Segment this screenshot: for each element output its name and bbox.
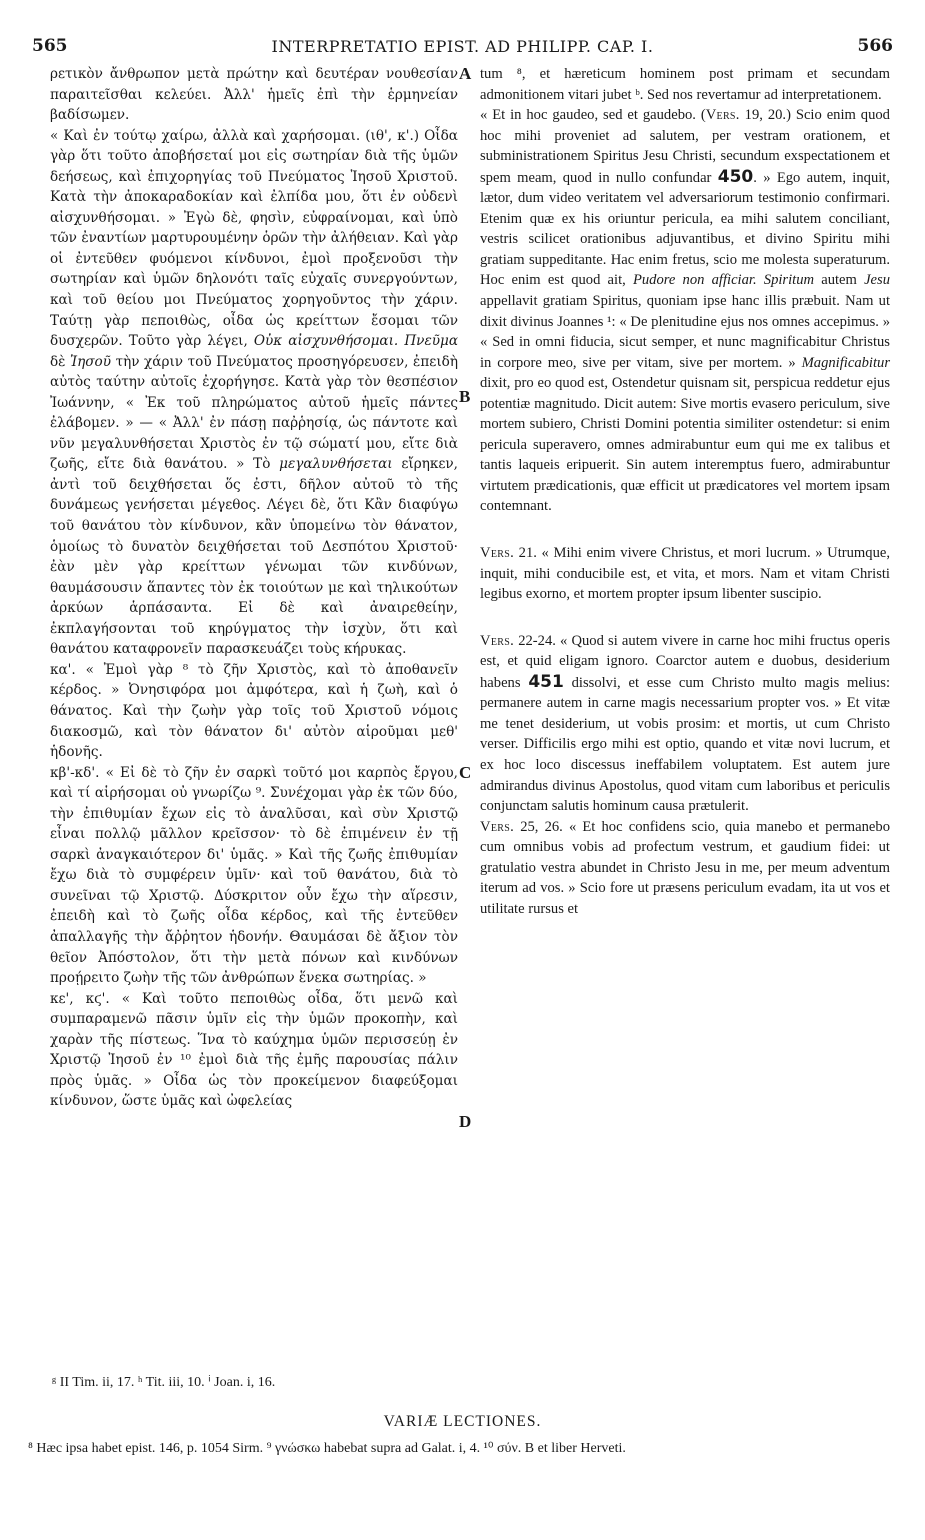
margin-letter-c: C [459,763,472,782]
footnotes: ᵍ II Tim. ii, 17. ʰ Tit. iii, 10. ⁱ Joan. i, 16. [52,1375,276,1390]
margin-letter-d: D [459,1112,472,1131]
latin-paragraph: Vers. 25, 26. « Et hoc confidens scio, quia manebo et permanebo cum omnibus vobis ad profectum vestrum, et gaudium fidei: ut gratulatio vestra abundet in Christo Jesu in me, per meum adventum iterum ad vos. » Scio fore ut præsens periculum evadam, ita ut vos et utilitate rursus et [480,818,891,917]
greek-paragraph: ρετικὸν ἄνθρωπον μετὰ πρώτην καὶ δευτέραν νουθεσίαν παραιτεῖσθαι κελεύει. Ἀλλ' ἡμεῖς ἐπὶ τὴν ἑρμηνείαν βαδίσωμεν. [50,66,458,124]
running-header [32,36,893,58]
margin-letter-b: B [459,387,471,406]
greek-paragraph: κε', κϛ'. « Καὶ τοῦτο πεποιθὼς οἶδα, ὅτι μενῶ καὶ συμπαραμενῶ πᾶσιν ὑμῖν εἰς τὴν ὑμῶν προκοπὴν, καὶ χαρὰν τῆς πίστεως. Ἵνα τὸ καύχημα ὑμῶν περισσεύῃ ἐν Χριστῷ Ἰησοῦ ἐν ¹⁰ ἐμοὶ διὰ τῆς ἐμῆς παρουσίας πάλιν πρὸς ὑμᾶς. » Οἶδα ὡς τὸν προκείμενον διαφεύξομαι κίνδυνον, ὥστε ὑμᾶς καὶ ὠφελείας [50,990,458,1110]
greek-paragraph: κβ'-κδ'. « Εἰ δὲ τὸ ζῆν ἐν σαρκὶ τοῦτό μοι καρπὸς ἔργου, καὶ τί αἱρήσομαι οὐ γνωρίζω ⁹. Συνέχομαι γὰρ ἐκ τῶν δύο, τὴν ἐπιθυμίαν ἔχων εἰς τὸ ἀναλῦσαι, καὶ σὺν Χριστῷ εἶναι πολλῷ μᾶλλον κρεῖσσον· τὸ δὲ ἐπιμένειν ἐν τῇ σαρκὶ ἀναγκαιότερον δι' ὑμᾶς. » Καὶ τῆς ζωῆς ἐπιθυμίαν ἔχω διὰ τὸ συμφέρειν ὑμῖν· καὶ τοῦ θανάτου, διὰ τὸ συνεῖναι τῷ Χριστῷ. Δύσκριτον οὖν ἔχω τὴν αἵρεσιν, ἐπειδὴ καὶ τὸ ζωῆς οἶδα κέρδος, καὶ τῆς ἐντεῦθεν ἀπαλλαγῆς τὴν ἄῤῥητον ἡδονήν. Θαυμάσαι δὲ ἄξιον τὸν θεῖον Ἀπόστολον, ὅτι τὴν μετὰ πόνων καὶ κινδύνων προῄρειτο ζωὴν τῆς τῶν ἀνθρώπων ἕνεκα σωτηρίας. » [50,764,458,987]
variae-lectiones-text: ⁸ Hæc ipsa habet epist. 146, p. 1054 Sirm. ⁹ γνώσκω habebat supra ad Galat. i, 4. ¹⁰ σύν. B et liber Herveti. [28,1441,626,1456]
column-number-451: 451 [528,671,564,692]
page-number-left: 565 [32,36,68,56]
running-title: INTERPRETATIO EPIST. AD PHILIPP. CAP. I. [271,37,654,56]
latin-paragraph: Vers. 21. « Mihi enim vivere Christus, et mori lucrum. » Utrumque, inquit, mihi conducibile est, et vita, et mors. Nam et vitam Christi legibus exorno, et mortem propter ipsum libenter suscipio. [480,545,890,603]
greek-paragraph: κα'. « Ἐμοὶ γὰρ ⁸ τὸ ζῆν Χριστὸς, καὶ τὸ ἀποθανεῖν κέρδος. » Ὀνησιφόρα μοι ἀμφότερα, καὶ ἡ ζωὴ, καὶ ὁ θάνατος. Καὶ τὴν ζωὴν γὰρ τοῖς τοῦ Χριστοῦ νόμοις διακοσμῶ, καὶ τὸν θάνατον δι' αὐτὸν αἱροῦμαι μεθ' ἡδονῆς. [50,661,458,761]
greek-column [50,64,458,1112]
greek-paragraph: « Καὶ ἐν τούτῳ χαίρω, ἀλλὰ καὶ χαρήσομαι. (ιθ', κ'.) Οἶδα γὰρ ὅτι τοῦτο ἀποβήσεταί μοι εἰς σωτηρίαν διὰ τῆς ὑμῶν δεήσεως, καὶ ἐπιχορηγίας τοῦ Πνεύματος Ἰησοῦ Χριστοῦ. Κατὰ τὴν ἀποκαραδοκίαν καὶ ἐλπίδα μου, ὅτι ἐν οὐδενὶ αἰσχυνθήσομαι. » Ἐγὼ δὲ, φησὶν, εὐφραίνομαι, καὶ ὑπὸ τῶν ἐναντίων μαρτυρουμένην ὁρῶν τὴν ἀλήθειαν. Καὶ γὰρ οἱ ἐντεῦθεν φυόμενοι κίνδυνοι, ἐμοὶ προξενοῦσι τὴν σωτηρίαν καὶ ὑμῶν δηλονότι ταῖς εὐχαῖς συνεργούντων, καὶ τοῦ θείου μοι Πνεύματος χορηγοῦντος τὴν χάριν. Ταύτῃ γὰρ πεποιθὼς, οἶδα ὡς κρείττων ἔσομαι τῶν δυσχερῶν. Τοῦτο γὰρ λέγει, Οὐκ αἰσχυνθήσομαι. Πνεῦμα δὲ Ἰησοῦ τὴν χάριν τοῦ Πνεύματος προσηγόρευσεν, ἐπειδὴ αὐτὸς ταύτην αὐτοῖς ἐχορήγησε. Κατὰ γὰρ τὸν θεσπέσιον Ἰωάννην, « Ἐκ τοῦ πληρώματος αὐτοῦ ἡμεῖς πάντες ἐλάβομεν. » — « Ἀλλ' ἐν πάσῃ παῤῥησίᾳ, ὡς πάντοτε καὶ νῦν μεγαλυνθήσεται Χριστὸς ἐν τῷ σώματί μου, εἴτε διὰ ζωῆς, εἴτε διὰ θανάτου. » Τὸ μεγαλυνθήσεται εἴρηκεν, ἀντὶ τοῦ δειχθήσεται ὅς ἐστι, δῆλον αὐτοῦ τὸ τῆς δυνάμεως γενήσεται μέγεθος. Λέγει δὲ, ὅτι Κἂν διαφύγω τοῦ θανάτου τὸν κίνδυνον, κἂν ὑπομείνω τὸν θάνατον, ὁμοίως τὸ δυνατὸν δειχθήσεται τοῦ Δεσπότου Χριστοῦ· ἐὰν μὲν γὰρ κρείττων γένωμαι τῶν κινδύνων, θαυμάσουσιν ἅπαντες τὸν ἐκ τοιούτων με καὶ τηλικούτων ἀρκύων ἁρπάσαντα. Εἰ δὲ καὶ ἀναιρεθείην, ἐκπλαγήσονται τοῦ κηρύγματος τὴν ἰσχὺν, ὅτι καὶ θανάτου καταφρονεῖν παρασκευάζει τοὺς κήρυκας. [50,127,459,658]
variae-lectiones-title: VARIÆ LECTIONES. [383,1413,542,1430]
column-number-450: 450 [717,166,754,187]
latin-paragraph: Vers. 22-24. « Quod si autem vivere in carne hoc mihi fructus operis est, et quid eligam ignoro. Coarctor autem e duobus, desiderium habens 451 dissolvi, et esse cum Christo multo magis melius: permanere autem in carne magis necessarium propter vos. » Et vitæ me tenet desiderium, ut vobis prosim: et mortis, ut cum Christo verser. Difficilis ergo mihi est optio, quando et vitæ novi lucrum, et ex hoc loco discessus ineffabilem voluptatem. Est autem jure admirandus divinus Apostolus, quod vitam cum laboribus et periculis conjunctam salutis hominum causa prætulerit. [480,632,891,815]
latin-paragraph: tum ⁸, et hæreticum hominem post primam et secundam admonitionem vitari jubet ᵇ. Sed nos revertamur ad interpretationem. [480,66,890,103]
page-number-right: 566 [857,36,893,56]
latin-column [480,64,890,919]
margin-letter-a: A [459,64,472,83]
latin-paragraph: « Et in hoc gaudeo, sed et gaudebo. (Vers. 19, 20.) Scio enim quod hoc mihi proveniet ad salutem, per vestram orationem, et subministrationem Spiritus Jesu Christi, secundum exspectationem et spem meam, quod in nullo confundar 450. » Ego autem, inquit, lætor, dum video veritatem vel adversariorum testimonio confirmari. Etenim quæ ex his oriuntur pericula, ea mihi salutem conciliant, vestris scilicet orationibus adjuvantibus, et divino Spiritu mihi gratiam suppeditante. Hac enim fretus, scio me molesta superaturum. Hoc enim est quod ait, Pudore non afficiar. Spiritum autem Jesu appellavit gratiam Spiritus, quoniam ipse hanc illis præbuit. Nam ut dixit divinus Joannes ¹: « De plenitudine ejus nos omnes accepimus. » « Sed in omni fiducia, sicut semper, et nunc magnificabitur Christus in corpore meo, sive per vitam, sive per mortem. » Magnificabitur dixit, pro eo quod est, Ostendetur quisnam sit, perspicua reddetur ejus potentiæ magnitudo. Dicit autem: Sive mortis evasero periculum, sive mortem subiero, Christi Domini potentia similiter ostendetur: si enim pericula superavero, omnes admirabuntur eum qui me ex talibus et tantis laqueis eripuerit. Sin autem interemptus fuero, admirabuntur virtutem prædicationis, quæ efficit ut prædicatores vel mortem ipsam contemnant. [480,107,890,515]
